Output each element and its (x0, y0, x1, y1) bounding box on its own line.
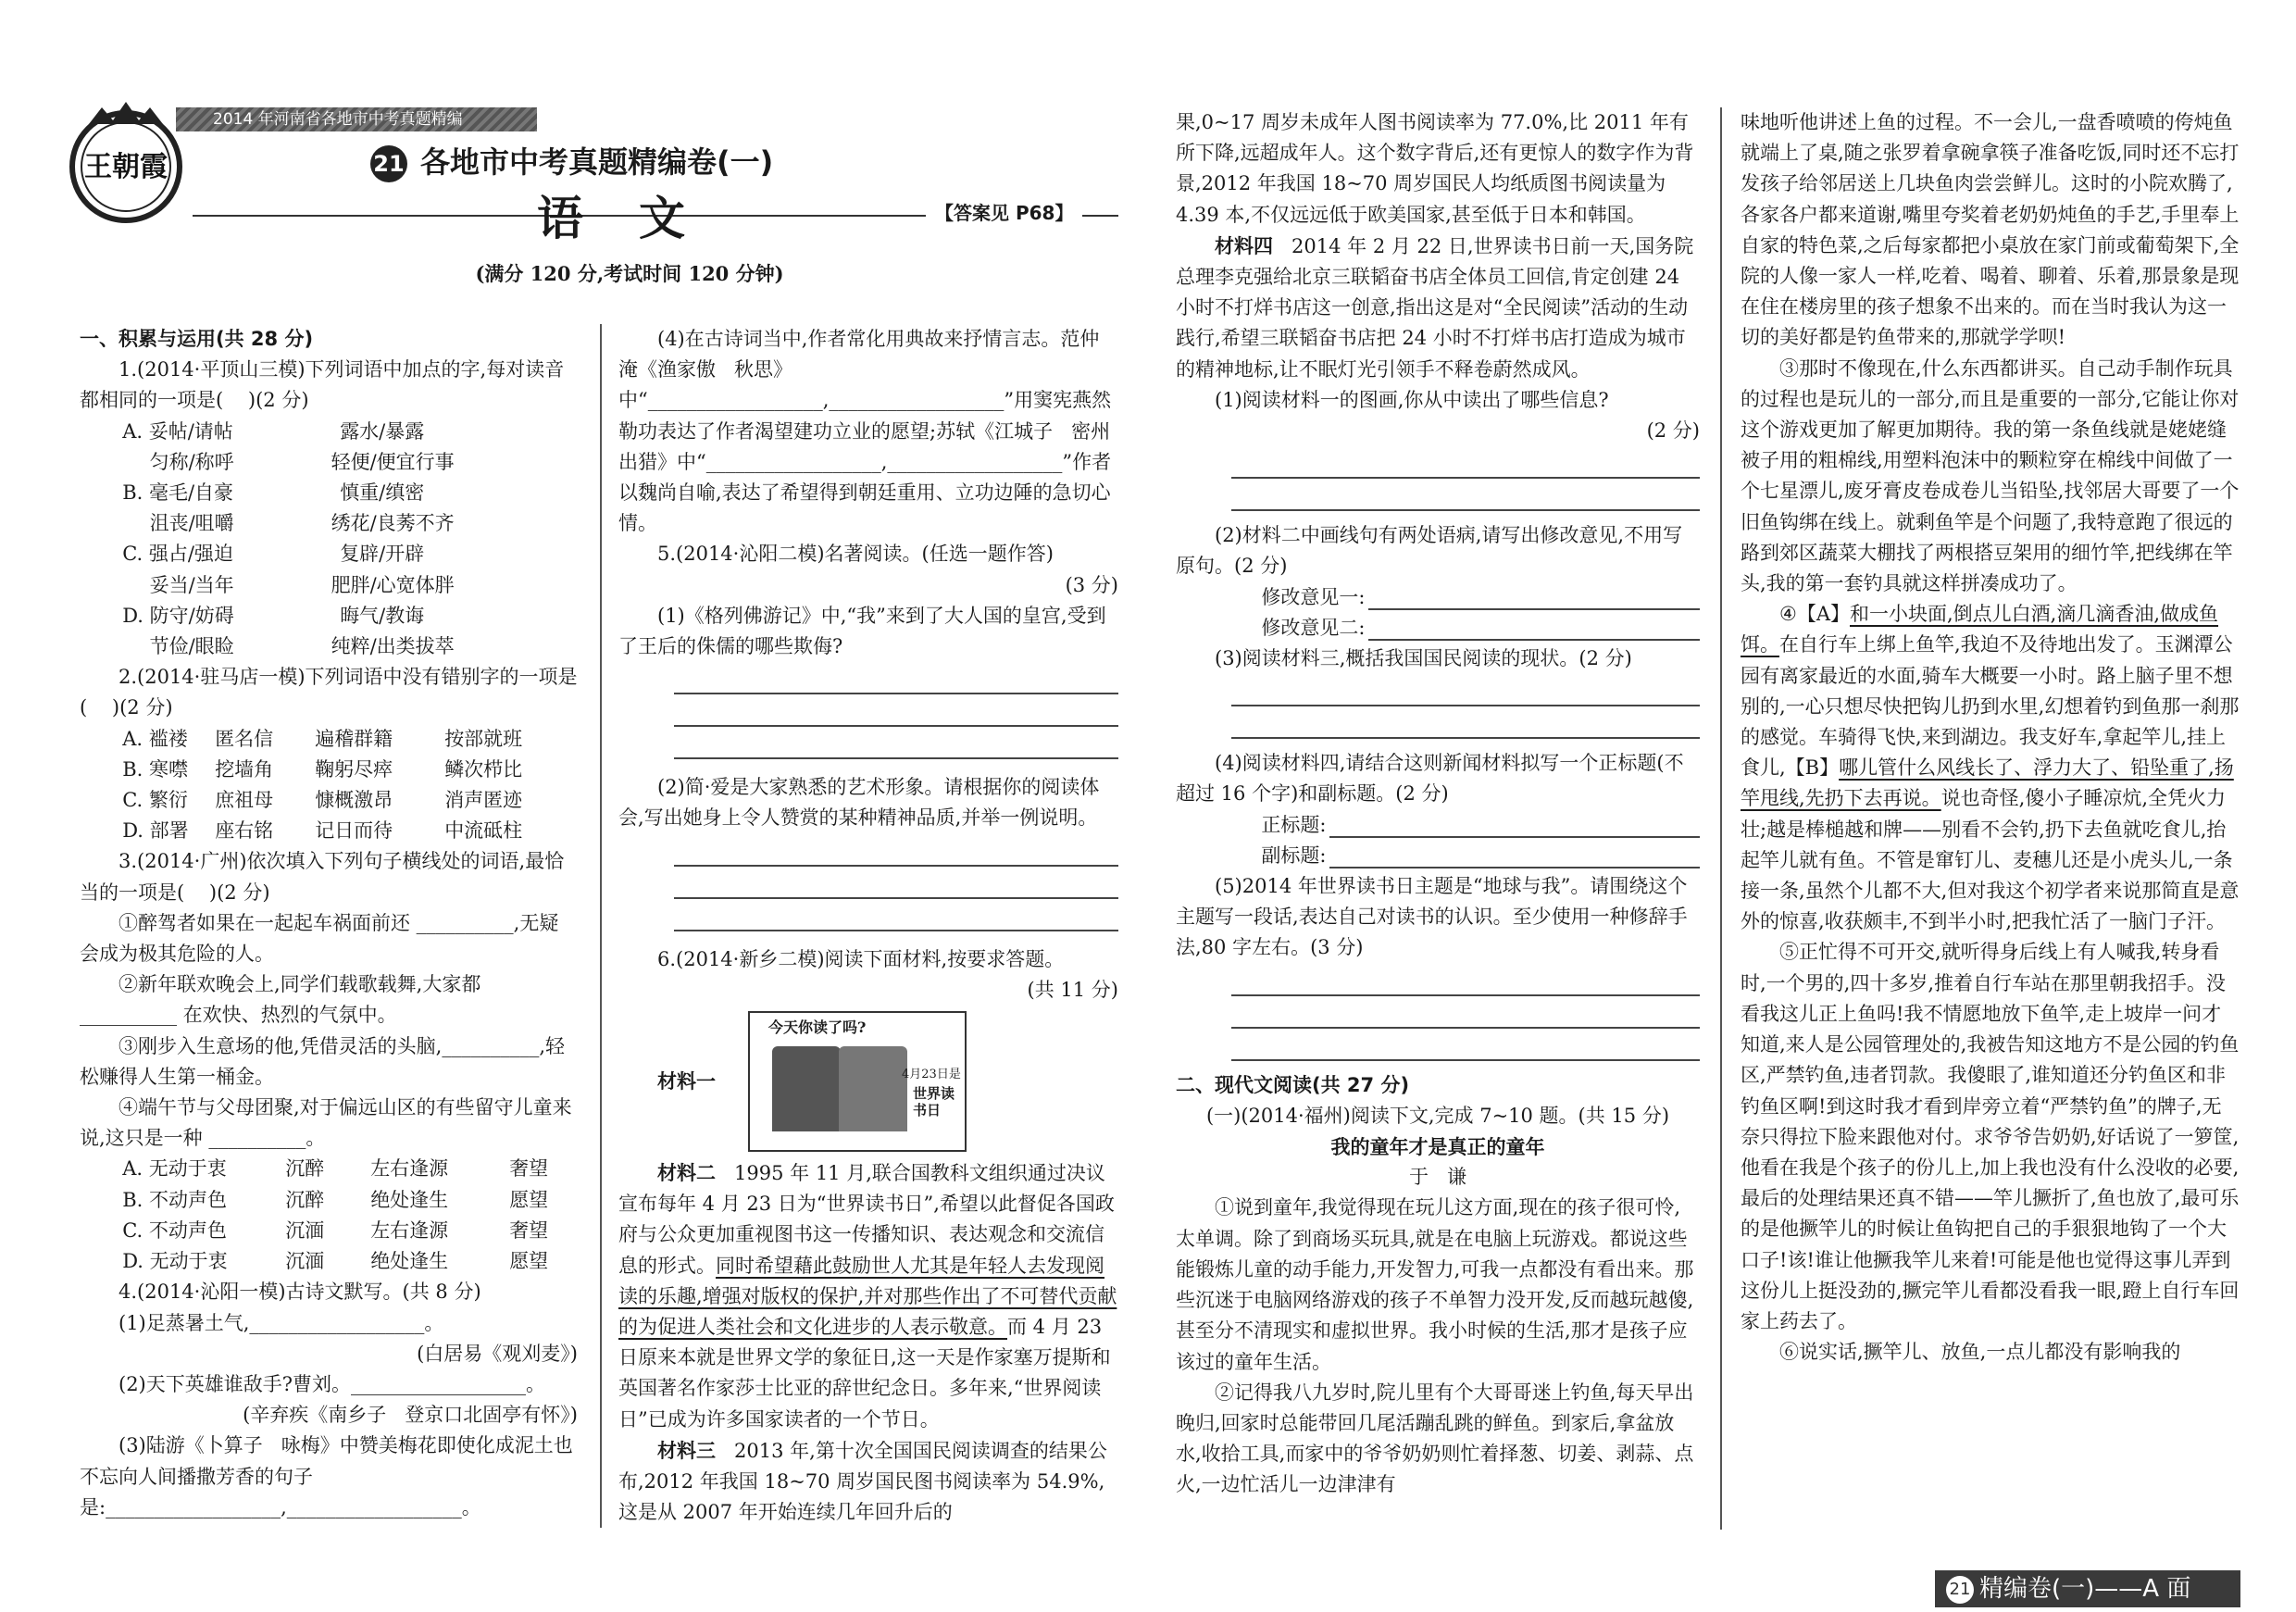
q6-item-1-score: (2 分) (1646, 419, 1700, 443)
series-banner: 2014 年河南省各地市中考真题精编 (176, 107, 537, 131)
q3-option-row: B. 不动声色 沉醉 绝处逢生 愿望 (122, 1188, 549, 1211)
answer-reference: 【答案见 P68】 (926, 198, 1082, 225)
section-heading-2: 二、现代文阅读(共 27 分) (1176, 1073, 1410, 1096)
essay-paragraph-4 (1741, 599, 2240, 937)
underlined-sentence-b: 哪儿管什么风线长了、浮力大了、铅坠重了,扬竿甩线,先扔下去再说。 (1741, 756, 2234, 810)
q6-item-2: (2)材料二中画线句有两处语病,请写出修改意见,不用写原句。(2 分) (1176, 524, 1683, 578)
q2-option-row: D. 部署 座右铭 记日而待 中流砥柱 (122, 819, 523, 843)
answer-line[interactable] (674, 899, 1118, 931)
answer-line[interactable] (1231, 964, 1700, 996)
q3-sentence-3: ③刚步入生意场的他,凭借灵活的头脑,__________,轻松赚得人生第一桶金。 (80, 1034, 566, 1088)
answer-line[interactable] (1231, 996, 1700, 1029)
essay-author: 于 谦 (1408, 1166, 1467, 1189)
material-4 (1176, 231, 1700, 385)
answer-line[interactable] (1231, 446, 1700, 479)
q6-item-5: (5)2014 年世界读书日主题是“地球与我”。请围绕这个主题写一段话,表达自己对读书的认识。至少使用一种修辞手法,80 字左右。(3 分) (1176, 875, 1688, 959)
q1-option-row: 沮丧/咀嚼 绣花/良莠不齐 (149, 512, 455, 535)
marker-a: ④【A】 (1779, 603, 1850, 626)
cartoon-caption: 今天你读了吗? (768, 1018, 867, 1037)
material-2-text-a: 1995 年 11 月,联合国教科文组织通过决议宣布每年 4 月 23 日为“世界读书日”,希望以此督促各国政府与公众更加重视图书这一传播知识、表达观念和交流信息的形式。 (618, 1162, 1115, 1277)
column-divider-1 (600, 324, 602, 1528)
question-5: 5.(2014·沁阳二模)名著阅读。(任选一题作答) (657, 543, 1054, 566)
q3-sentence-2: ②新年联欢晚会上,同学们载歌载舞,大家都 __________ 在欢快、热烈的气氛中。 (80, 973, 488, 1027)
underlined-sentence-a: 和一小块面,倒点儿白酒,滴几滴香油,做成鱼饵。 (1741, 603, 2219, 656)
q1-option-row: 妥当/当年 肥胖/心宽体胖 (149, 573, 455, 596)
q3-options (80, 1154, 578, 1277)
q3-option-row: A. 无动于衷 沉醉 左右逢源 奢望 (122, 1157, 549, 1181)
q5-score: (3 分) (1065, 573, 1118, 596)
material-2-label: 材料二 (657, 1161, 716, 1185)
q5-item-2: (2)简·爱是大家熟悉的艺术形象。请根据你的阅读体会,写出她身上令人赞赏的某种精神品质,并举一例说明。 (618, 776, 1100, 830)
footer-label: 精编卷(一)——A 面 (1979, 1575, 2191, 1603)
essay-paragraph-1: ①说到童年,我觉得现在玩儿这方面,现在的孩子很可怜,太单调。除了到商场买玩具,就是在电脑上玩游戏。都说这些能锻炼儿童的动手能力,开发智力,可我一点都没有看出来。那些沉迷于电脑网络游戏的孩子不单智力没开发,反而越玩越傻,甚至分不清现实和虚拟世界。我小时候的生活,那才是孩子应该过的童年生活。 (1176, 1196, 1694, 1373)
essay-paragraph-2-cont: 味地听他讲述上鱼的过程。不一会儿,一盘香喷喷的侉炖鱼就端上了桌,随之张罗着拿碗拿筷子准备吃饭,同时还不忘打发孩子给邻居送上几块鱼肉尝尝鲜儿。这时的小院欢腾了,各家各户都来道谢,嘴里夸奖着老奶奶炖鱼的手艺,手里奉上自家的特色菜,之后每家都把小桌放在家门前或葡萄架下,全院的人像一家人一样,吃着、喝着、聊着、乐着,那景象是现在住在楼房里的孩子想象不出来的。而在当时我认为这一切的美好都是钓鱼带来的,那就学学呗! (1741, 111, 2240, 349)
q3-option-row: C. 不动声色 沉湎 左右逢源 奢望 (122, 1218, 549, 1242)
material-3-label: 材料三 (657, 1438, 716, 1462)
q4-item-4: (4)在古诗词当中,作者常化用典故来抒情言志。范仲淹《渔家傲 秋思》中“__________________,__________________”用窦宪燕然勒功表达了作者渴望建功立业的愿望;苏轼《江城子 密州出猎》中“__________________,__________________”作者以魏尚自喻,表达了希望得到朝廷重用、立功边陲的急切心情。 (618, 328, 1112, 535)
logo-text: 王朝霞 (84, 151, 168, 183)
q1-option-row: C. 强占/强迫 复辟/开辟 (122, 543, 425, 566)
material-1-label: 材料一 (657, 1069, 716, 1093)
q3-option-row: D. 无动于衷 沉湎 绝处逢生 愿望 (122, 1250, 549, 1273)
paragraph-4-text-b: 在自行车上绑上鱼竿,我迫不及待地出发了。玉渊潭公园有离家最近的水面,骑车大概要一小时。路上脑子里不想别的,一心只想尽快把钩儿扔到水里,幻想着钓到鱼那一刹那的感觉。车骑得飞快,来到湖边。我支好车,拿起竿儿,挂上食儿,【B】 (1741, 633, 2240, 780)
question-6: 6.(2014·新乡二模)阅读下面材料,按要求答题。 (657, 947, 1065, 970)
answer-line[interactable] (674, 662, 1118, 694)
material-3-text-a: 2013 年,第十次全国国民阅读调查的结果公布,2012 年我国 18~70 周岁国民图书阅读率为 54.9%,这是从 2007 年开始连续几年回升后的 (618, 1439, 1107, 1524)
cartoon-date: 4月23日是 (902, 1068, 961, 1082)
question-4: 4.(2014·沁阳一模)古诗文默写。(共 8 分) (119, 1281, 481, 1304)
q5-item-1: (1)《格列佛游记》中,“我”来到了大人国的皇宫,受到了王后的侏儒的哪些欺侮? (618, 604, 1106, 658)
q4-item-1-source: (白居易《观刈麦》) (417, 1342, 578, 1365)
q2-option-row: A. 褴褛 匿名信 遍稽群籍 按部就班 (122, 727, 523, 750)
revision-line-2[interactable]: 修改意见二: (1176, 613, 1700, 644)
column-3 (1176, 107, 1700, 1501)
main-title-line[interactable]: 正标题: (1176, 810, 1700, 841)
q1-option-row: B. 毫毛/自豪 慎重/缜密 (122, 481, 425, 505)
page-footer-tab (1935, 1570, 2240, 1607)
answer-line[interactable] (674, 867, 1118, 899)
q6-score: (共 11 分) (1027, 978, 1118, 1001)
cartoon-book-left (772, 1046, 841, 1131)
answer-line[interactable] (1231, 674, 1700, 706)
column-2 (618, 324, 1118, 1528)
q6-item-1: (1)阅读材料一的图画,你从中读出了哪些信息? (1215, 388, 1609, 411)
column-divider-3 (1720, 107, 1722, 1530)
answer-line[interactable] (1231, 706, 1700, 739)
cartoon-day-label: 世界读书日 (913, 1085, 955, 1119)
material-2-text-b: 而 4 月 23 日原来本就是世界文学的象征日,这一天是作家塞万提斯和英国著名作家莎士比亚的辞世纪念日。多年来,“世界阅读日”已成为许多国家读者的一个节日。 (618, 1316, 1111, 1431)
material-2-underlined: 同时希望藉此鼓励世人尤其是年轻人去发现阅读的乐趣,增强对版权的保护,并对那些作出了不可替代贡献的为促进人类社会和文化进步的人表示敬意。 (618, 1254, 1117, 1339)
essay-paragraph-2: ②记得我八九岁时,院儿里有个大哥哥迷上钓鱼,每天早出晚归,回家时总能带回几尾活蹦乱跳的鲜鱼。到家后,拿盆放水,收拾工具,而家中的爷爷奶奶则忙着择葱、切姜、剥蒜、点火,一边忙活儿一边津津有 (1176, 1381, 1694, 1496)
q2-option-row: C. 繁衍 庶祖母 慷概激昂 消声匿迹 (122, 789, 523, 812)
material-3 (618, 1435, 1118, 1529)
question-1: 1.(2014·平顶山三模)下列词语中加点的字,每对读音都相同的一项是( )(2 分) (80, 358, 565, 412)
answer-line[interactable] (674, 834, 1118, 867)
subtitle-line[interactable]: 副标题: (1176, 841, 1700, 871)
column-1 (80, 324, 578, 1523)
q6-item-3: (3)阅读材料三,概括我国国民阅读的现状。(2 分) (1215, 647, 1632, 670)
subject-title: 语文 (537, 191, 741, 245)
q4-item-1: (1)足蒸暑土气,__________________。 (119, 1311, 444, 1334)
q2-option-row: B. 寒噤 挖墙角 鞠躬尽瘁 鳞次栉比 (122, 757, 523, 781)
publisher-logo (61, 98, 191, 228)
q3-sentence-1: ①醉驾者如果在一起起车祸面前还 __________,无疑会成为极其危险的人。 (80, 911, 559, 966)
q1-options (80, 417, 578, 663)
q4-item-2-source: (辛弃疾《南乡子 登京口北固亭有怀》) (243, 1404, 578, 1427)
reading-cartoon (748, 1011, 967, 1152)
material-3-text-b: 果,0~17 周岁未成年人图书阅读率为 77.0%,比 2011 年有所下降,远超成年人。这个数字背后,还有更惊人的数字作为背景,2012 年我国 18~70 周岁国民人均纸质图书阅读量为 4.39 本,不仅远远低于欧美国家,甚至低于日本和韩国。 (1176, 111, 1694, 226)
q4-item-2: (2)天下英雄谁敌手?曹刘。__________________。 (119, 1372, 546, 1395)
answer-line[interactable] (1231, 479, 1700, 511)
essay-paragraph-6: ⑥说实话,撅竿儿、放鱼,一点儿都没有影响我的 (1779, 1341, 2181, 1364)
q3-sentence-4: ④端午节与父母团聚,对于偏远山区的有些留守儿童来说,这只是一种 __________。 (80, 1096, 572, 1150)
q1-option-row: 节俭/眼睑 纯粹/出类拔萃 (149, 635, 455, 658)
q1-option-row: 匀称/称呼 轻便/便宜行事 (149, 450, 455, 473)
revision-line-1[interactable]: 修改意见一: (1176, 582, 1700, 613)
essay-paragraph-5: ⑤正忙得不可开交,就听得身后线上有人喊我,转身看时,一个男的,四十多岁,推着自行车站在那里朝我招手。没看我这儿正上鱼吗!我不情愿地放下鱼竿,走上坡岸一问才知道,来人是公园管理处的,我被告知这地方不是公园的钓鱼区,严禁钓鱼,违者罚款。我傻眼了,谁知道还分钓鱼区和非钓鱼区啊!到这时我才看到岸旁立着“严禁钓鱼”的牌子,无奈只得拉下脸来跟他对付。求爷爷告奶奶,好话说了一箩筐,他看在我是个孩子的份儿上,加上我也没有什么没收的必要,最后的处理结果还真不错——竿儿撅折了,鱼也放了,最可乐的是他撅竿儿的时候让鱼钩把自己的手狠狠地钩了一个大口子!该!谁让他撅我竿儿来着!可能是他也觉得这事儿弄到这份儿上挺没劲的,撅完竿儿看都没看我一眼,蹬上自行车回家上药去了。 (1741, 941, 2240, 1332)
essay-paragraph-3: ③那时不像现在,什么东西都讲买。自己动手制作玩具的过程也是玩儿的一部分,而且是重要的一部分,它能让你对这个游戏更加了解更加期待。我的第一条鱼线就是姥姥缝被子用的粗棉线,用塑料泡沫中的颗粒穿在棉线中间做了一个七星漂儿,废牙膏皮卷成卷儿当铅坠,找邻居大哥要了一个旧鱼钩绑在线上。就剩鱼竿是个问题了,我特意跑了很远的路到郊区蔬菜大棚找了两根搭豆架用的细竹竿,把线绑在竿头,我的第一套钓具就这样拼凑成功了。 (1741, 356, 2240, 595)
paper-number-badge: 21 (370, 145, 407, 182)
q4-item-3: (3)陆游《卜算子 咏梅》中赞美梅花即使化成泥土也不忘向人间播撒芳香的句子是:__________________,__________________。 (80, 1434, 573, 1518)
q1-option-row: A. 妥帖/请帖 露水/暴露 (122, 419, 425, 443)
question-3: 3.(2014·广州)依次填入下列句子横线处的词语,最恰当的一项是( )(2 分) (80, 850, 565, 904)
answer-line[interactable] (674, 727, 1118, 759)
cartoon-book-right (839, 1046, 907, 1131)
material-4-label: 材料四 (1215, 233, 1273, 257)
material-4-text: 2014 年 2 月 22 日,世界读书日前一天,国务院总理李克强给北京三联韬奋书店全体员工回信,肯定创建 24 小时不打烊书店这一创意,指出这是对“全民阅读”活动的生动践行,希望三联韬奋书店把 24 小时不打烊书店打造成为城市的精神地标,让不眠灯光引领手不释卷蔚然成风。 (1176, 234, 1694, 381)
q1-option-row: D. 防守/妨碍 晦气/教诲 (122, 604, 425, 627)
paragraph-4-text-c: 说也奇怪,傻小子睡凉炕,全凭火力壮;越是棒槌越和牌——别看不会钓,扔下去鱼就吃食儿,抬起竿儿就有鱼。不管是窜钉儿、麦穗儿还是小虎头儿,一条接一条,虽然个儿都不大,但对我这个初学者来说那简直是意外的惊喜,收获颇丰,不到半小时,把我忙活了一脑门子汗。 (1741, 787, 2240, 933)
paper-title (370, 139, 773, 182)
section-heading-1: 一、积累与运用(共 28 分) (80, 328, 314, 350)
material-2 (618, 1157, 1118, 1435)
footer-number-badge: 21 (1946, 1576, 1974, 1604)
score-time-line: (满分 120 分,考试时间 120 分钟) (475, 262, 784, 285)
q6-item-4: (4)阅读材料四,请结合这则新闻材料拟写一个正标题(不超过 16 个字)和副标题。(2 分) (1176, 752, 1684, 806)
answer-line[interactable] (674, 694, 1118, 727)
column-4 (1741, 107, 2240, 1368)
question-2: 2.(2014·驻马店一模)下列词语中没有错别字的一项是( )(2 分) (80, 666, 578, 719)
essay-title: 我的童年才是真正的童年 (1330, 1135, 1545, 1159)
part-1-instruction: (一)(2014·福州)阅读下文,完成 7~10 题。(共 15 分) (1205, 1104, 1670, 1127)
paper-title-text: 各地市中考真题精编卷(一) (420, 144, 774, 180)
material-1 (618, 1006, 1118, 1157)
answer-line[interactable] (1231, 1029, 1700, 1061)
q2-options (80, 724, 578, 847)
